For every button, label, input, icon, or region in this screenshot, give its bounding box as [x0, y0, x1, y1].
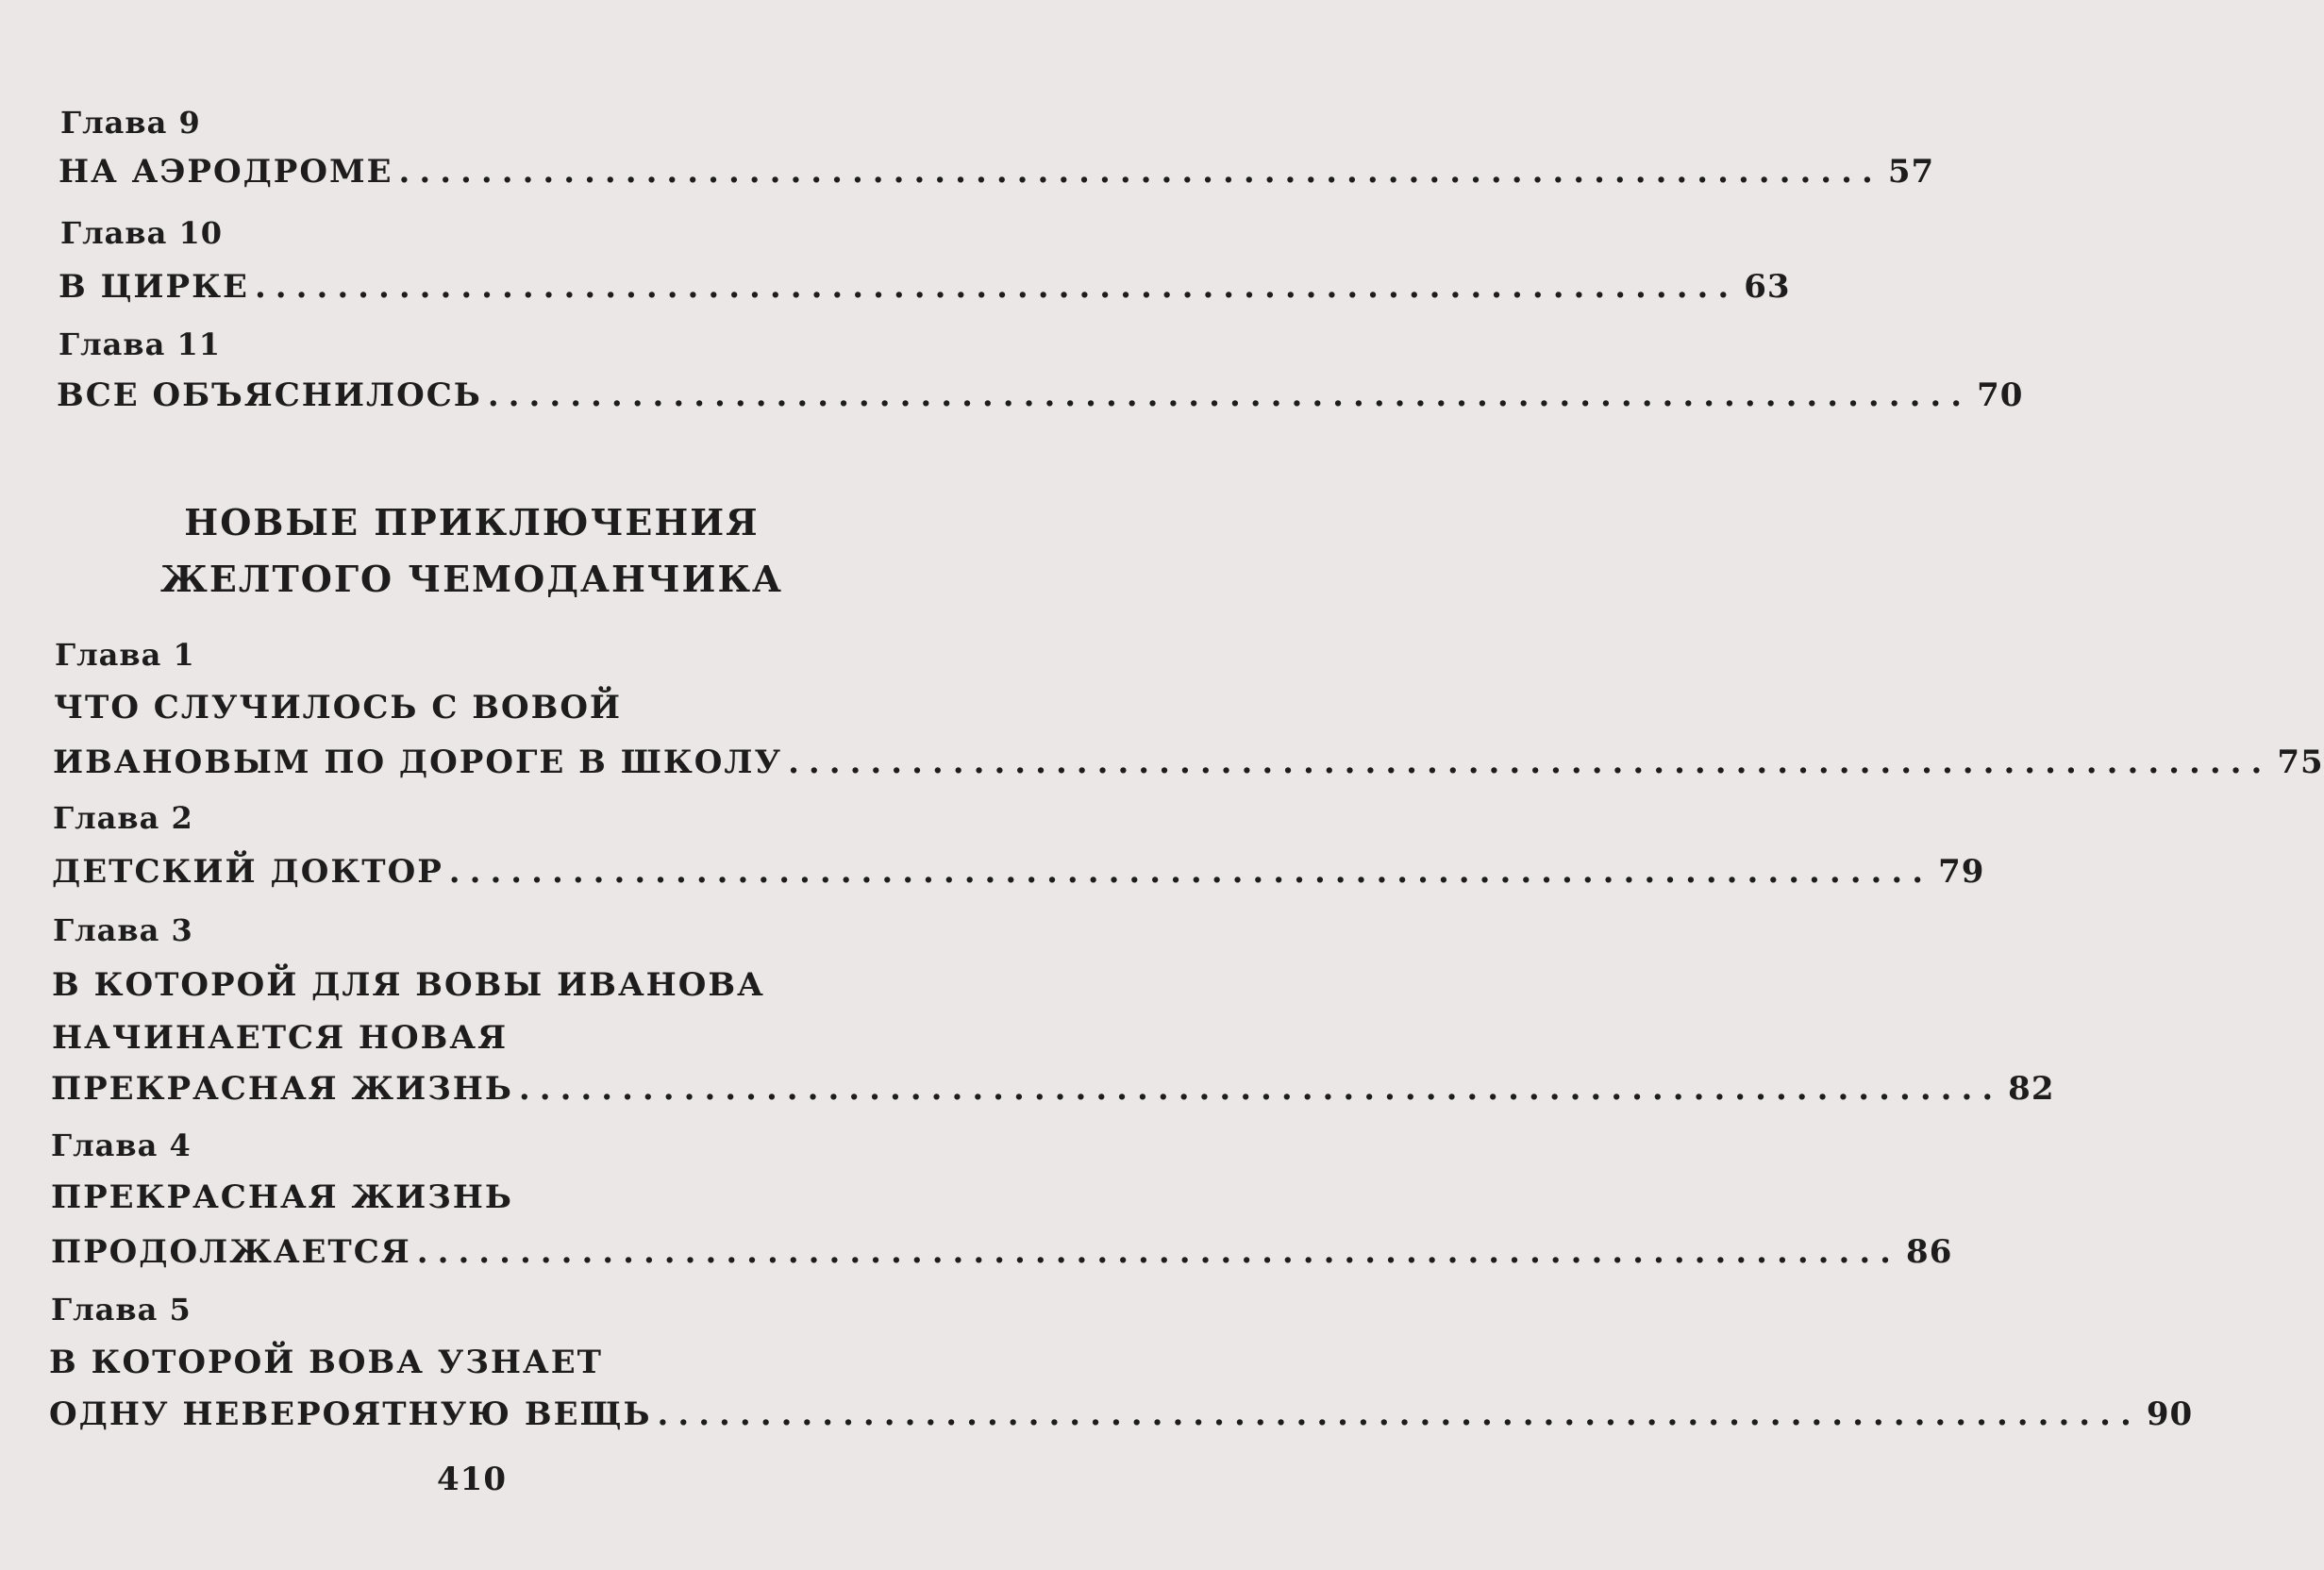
- page-number: 82: [2008, 1070, 2055, 1108]
- chapter-title: ВСЕ ОБЪЯСНИЛОСЬ: [57, 376, 482, 414]
- chapter-title-line: В КОТОРОЙ ДЛЯ ВОВЫ ИВАНОВА: [52, 966, 765, 1004]
- page-number: 63: [1744, 268, 1791, 306]
- dot-leader: ........................................................................: [254, 268, 1739, 306]
- page-number: 57: [1887, 153, 1935, 191]
- toc-entry: [51, 1068, 2055, 1110]
- dot-leader: ........................................................................: [448, 853, 1933, 891]
- toc-entry: [51, 1231, 1953, 1273]
- chapter-label: Глава 5: [51, 1292, 192, 1328]
- chapter-title-line: ЧТО СЛУЧИЛОСЬ С ВОВОЙ: [54, 689, 623, 727]
- page-number: 75: [2277, 743, 2324, 781]
- chapter-label: Глава 2: [53, 800, 193, 836]
- section-heading-line: ЖЕЛТОГО ЧЕМОДАНЧИКА: [160, 558, 783, 600]
- toc-entry: [49, 1394, 2194, 1435]
- chapter-label: Глава 11: [59, 326, 222, 362]
- chapter-title-line: НАЧИНАЕТСЯ НОВАЯ: [52, 1019, 509, 1057]
- dot-leader: ........................................................................: [657, 1395, 2141, 1433]
- toc-entry: [59, 151, 1935, 192]
- toc-entry: [57, 375, 2024, 416]
- dot-leader: ........................................................................: [487, 376, 1972, 414]
- chapter-label: Глава 10: [60, 215, 224, 251]
- chapter-label: Глава 9: [60, 105, 201, 141]
- chapter-title: ПРЕКРАСНАЯ ЖИЗНЬ: [51, 1070, 513, 1108]
- page-number: 79: [1938, 853, 1985, 891]
- chapter-title: НА АЭРОДРОМЕ: [59, 153, 393, 191]
- page-folio-number: 410: [437, 1461, 507, 1498]
- dot-leader: ........................................................................: [518, 1070, 2003, 1108]
- chapter-title: ДЕТСКИЙ ДОКТОР: [52, 853, 443, 891]
- toc-entry: [52, 851, 1985, 893]
- dot-leader: ........................................................................: [788, 743, 2272, 781]
- toc-entry: [59, 266, 1791, 308]
- dot-leader: ........................................................................: [416, 1233, 1901, 1271]
- chapter-title-line: ПРЕКРАСНАЯ ЖИЗНЬ: [51, 1178, 513, 1216]
- chapter-title: В ЦИРКЕ: [59, 268, 249, 306]
- chapter-title-line: В КОТОРОЙ ВОВА УЗНАЕТ: [49, 1344, 603, 1381]
- chapter-title: ИВАНОВЫМ ПО ДОРОГЕ В ШКОЛУ: [53, 743, 783, 781]
- chapter-label: Глава 1: [55, 637, 195, 673]
- dot-leader: ........................................................................: [398, 153, 1882, 191]
- chapter-label: Глава 4: [51, 1127, 192, 1163]
- chapter-title: ОДНУ НЕВЕРОЯТНУЮ ВЕЩЬ: [49, 1395, 652, 1433]
- page-number: 70: [1977, 376, 2024, 414]
- section-heading-line: НОВЫЕ ПРИКЛЮЧЕНИЯ: [184, 501, 760, 543]
- page-number: 90: [2146, 1395, 2194, 1433]
- chapter-title: ПРОДОЛЖАЕТСЯ: [51, 1233, 411, 1271]
- toc-entry: [53, 742, 2324, 783]
- page-number: 86: [1906, 1233, 1953, 1271]
- chapter-label: Глава 3: [53, 912, 193, 948]
